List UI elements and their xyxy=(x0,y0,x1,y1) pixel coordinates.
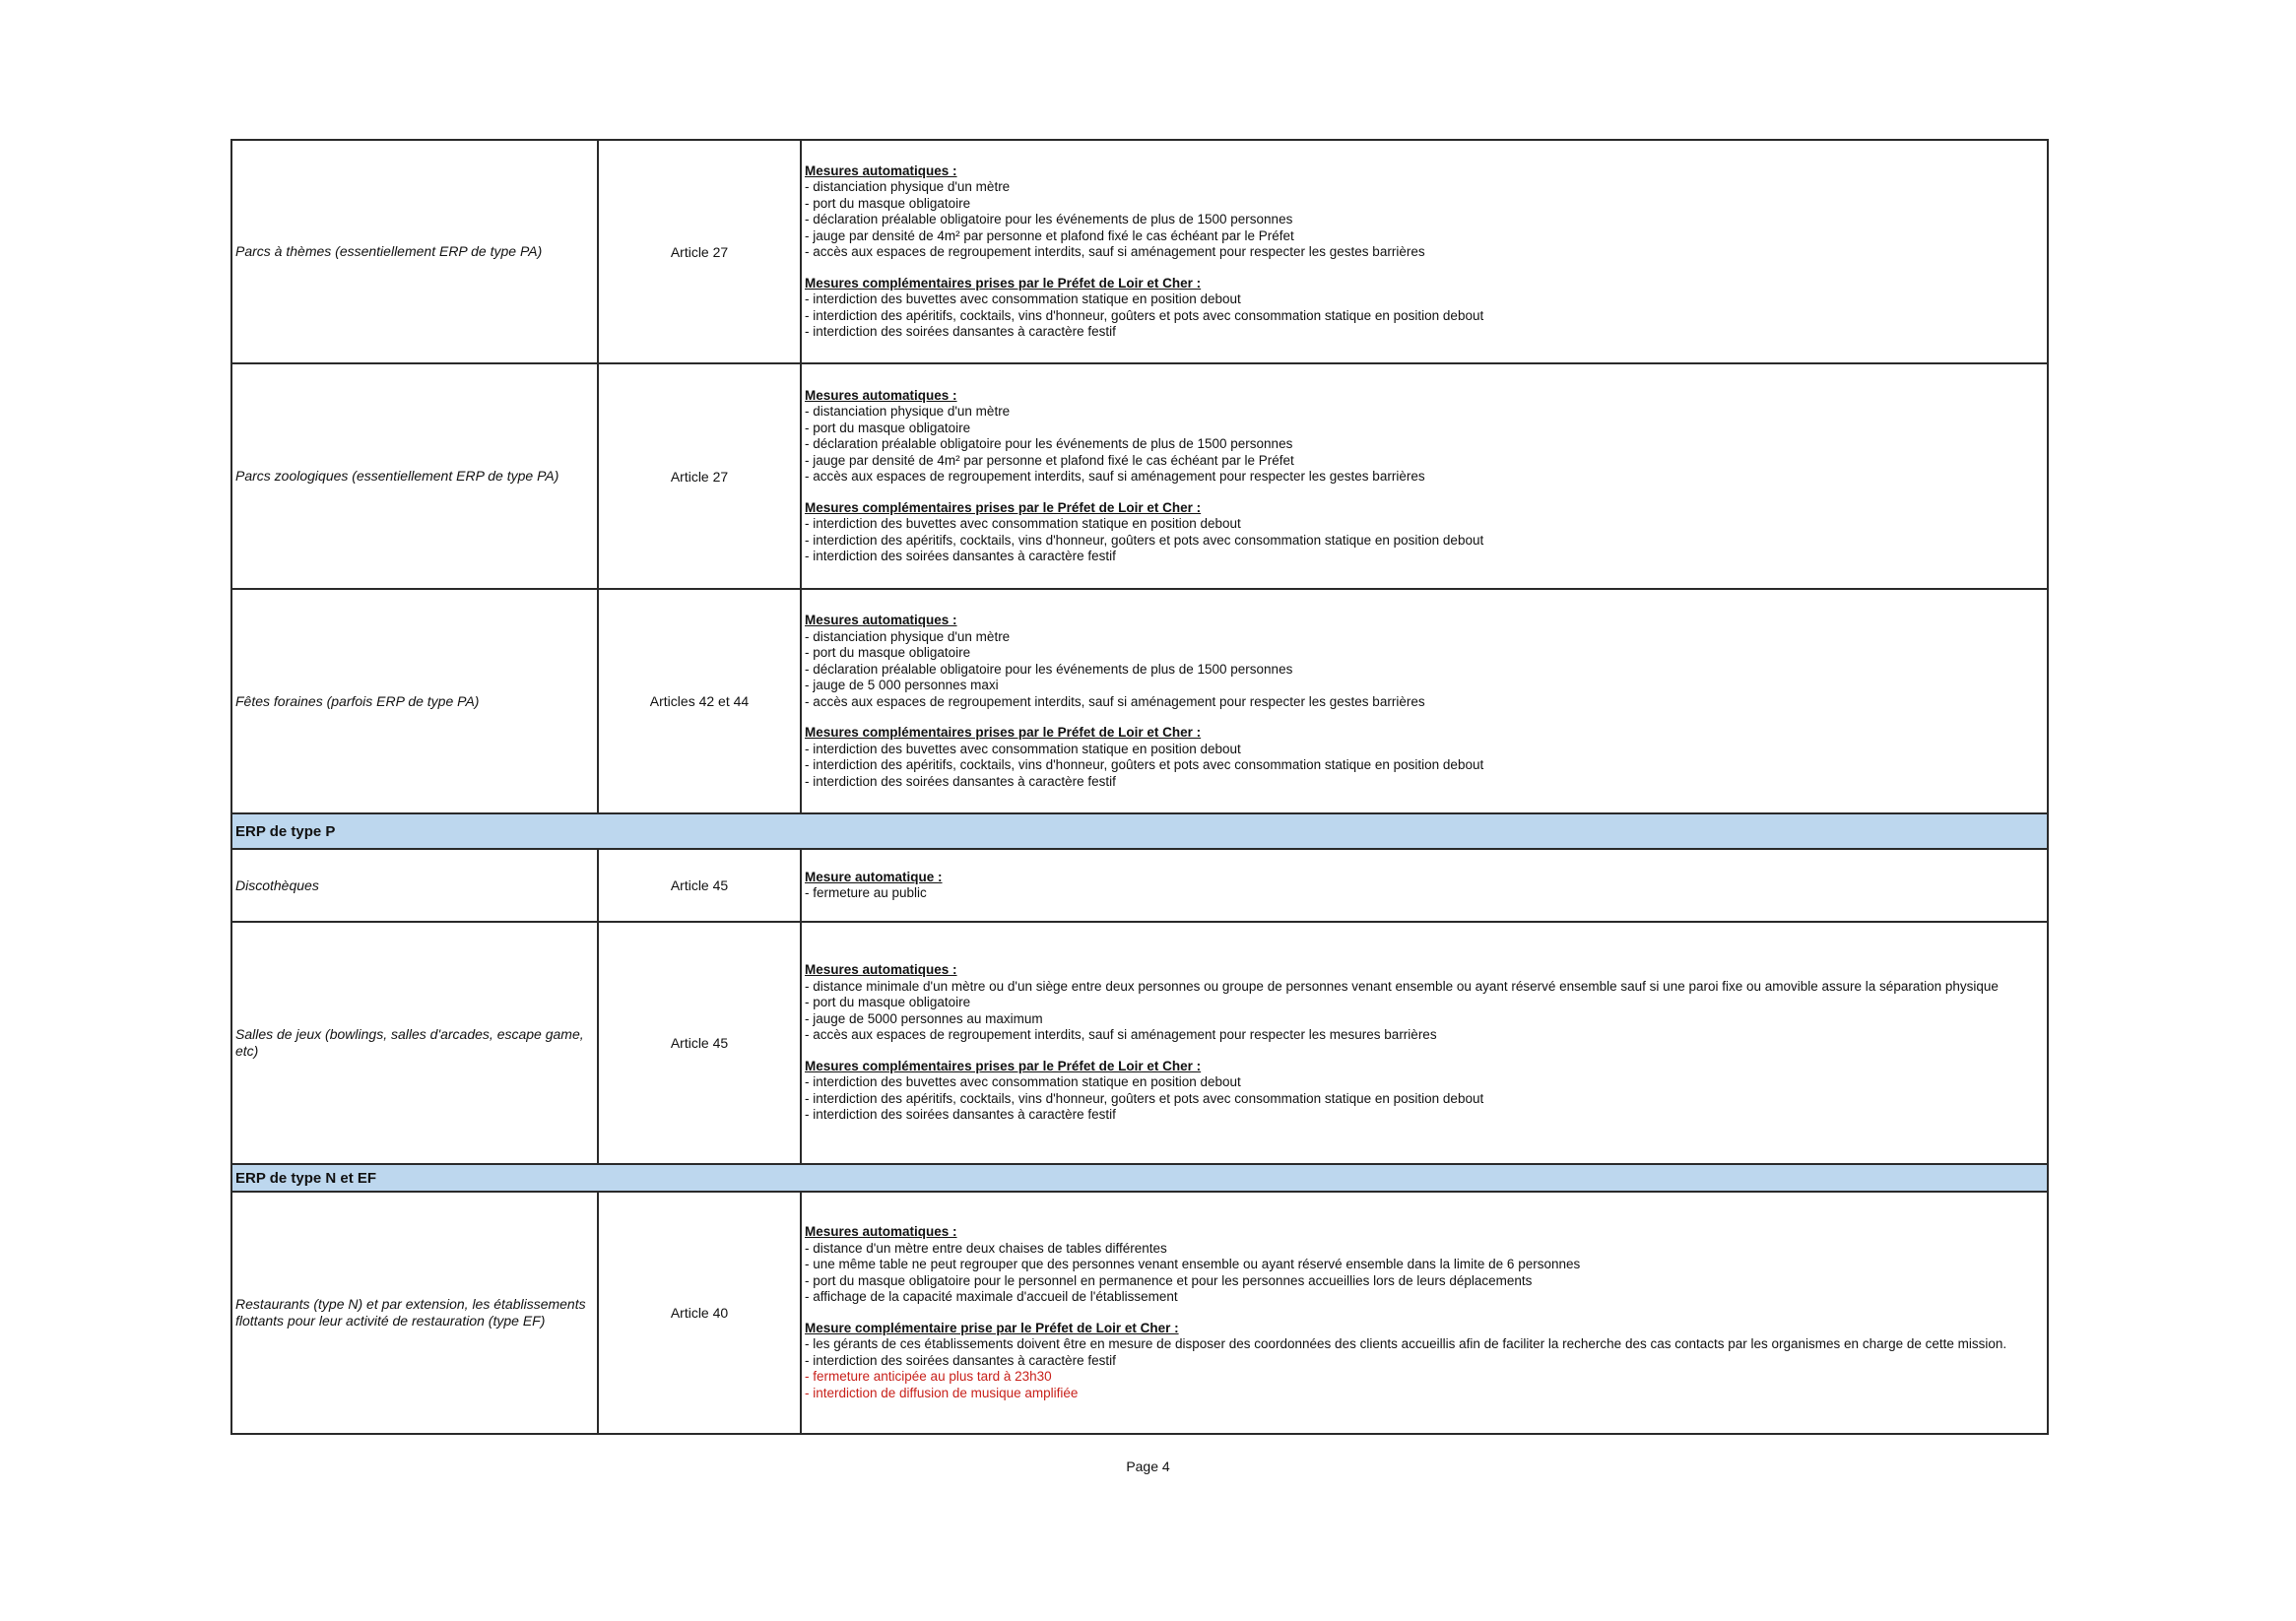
measure-item: - accès aux espaces de regroupement interdits, sauf si aménagement pour respecter les gestes barrières xyxy=(805,469,1425,484)
automatic-measures-header: Mesure automatique : xyxy=(805,869,943,884)
measure-item: - jauge de 5000 personnes au maximum xyxy=(805,1010,1043,1026)
measures-cell xyxy=(802,1193,2047,1433)
establishment-type-cell: Parcs zoologiques (essentiellement ERP de type PA) xyxy=(232,364,599,588)
table-row xyxy=(230,923,2049,1165)
measures-table xyxy=(230,139,2049,1435)
complementary-measures-header: Mesures complémentaires prises par le Préfet de Loir et Cher : xyxy=(805,275,1202,291)
measure-item: - interdiction des buvettes avec consommation statique en position debout xyxy=(805,741,1241,756)
article-cell: Articles 42 et 44 xyxy=(599,590,802,812)
measure-item: - distance d'un mètre entre deux chaises de tables différentes xyxy=(805,1240,1167,1256)
measure-item: - interdiction des apéritifs, cocktails, vins d'honneur, goûters et pots avec consommation statique en position debout xyxy=(805,532,1484,548)
automatic-measures-header: Mesures automatiques : xyxy=(805,613,957,627)
section-header xyxy=(230,1165,2049,1193)
table-row xyxy=(230,1193,2049,1435)
measure-item: - port du masque obligatoire xyxy=(805,995,971,1010)
article-cell: Article 40 xyxy=(599,1193,802,1433)
complementary-measures-header: Mesure complémentaire prise par le Préfet de Loir et Cher : xyxy=(805,1320,1179,1335)
automatic-measures-header: Mesures automatiques : xyxy=(805,387,957,403)
measure-item: - port du masque obligatoire pour le personnel en permanence et pour les personnes accueillies lors de leurs déplacements xyxy=(805,1272,1533,1288)
measure-item: - jauge par densité de 4m² par personne et plafond fixé le cas échéant par le Préfet xyxy=(805,227,1294,243)
measure-item: - accès aux espaces de regroupement interdits, sauf si aménagement pour respecter les gestes barrières xyxy=(805,244,1425,259)
measure-item: - interdiction des soirées dansantes à caractère festif xyxy=(805,324,1116,339)
measure-item: - distanciation physique d'un mètre xyxy=(805,628,1011,644)
establishment-type-cell: Restaurants (type N) et par extension, les établissements flottants pour leur activité de restauration (type EF) xyxy=(232,1193,599,1433)
complementary-measures-header: Mesures complémentaires prises par le Préfet de Loir et Cher : xyxy=(805,725,1202,740)
article-cell: Article 45 xyxy=(599,923,802,1163)
measure-item: - une même table ne peut regrouper que des personnes venant ensemble ou ayant réservé ensemble dans la limite de 6 personnes xyxy=(805,1257,1581,1271)
measure-item: - interdiction des apéritifs, cocktails, vins d'honneur, goûters et pots avec consommation statique en position debout xyxy=(805,1090,1484,1106)
automatic-measures-header: Mesures automatiques : xyxy=(805,962,957,978)
measure-item: - interdiction des buvettes avec consommation statique en position debout xyxy=(805,516,1241,531)
measure-item: - jauge par densité de 4m² par personne et plafond fixé le cas échéant par le Préfet xyxy=(805,452,1294,468)
measure-item: - port du masque obligatoire xyxy=(805,420,971,435)
table-row xyxy=(230,139,2049,364)
measure-item: - affichage de la capacité maximale d'accueil de l'établissement xyxy=(805,1289,1178,1304)
highlighted-measure-item: - fermeture anticipée au plus tard à 23h30 xyxy=(805,1369,1052,1384)
measure-item: - distance minimale d'un mètre ou d'un siège entre deux personnes ou groupe de personnes venant ensemble ou ayant réservé ensemble sauf si une paroi fixe ou amovible assure la séparation physique xyxy=(805,978,1999,994)
measure-item: - déclaration préalable obligatoire pour les événements de plus de 1500 personnes xyxy=(805,212,1293,227)
establishment-type-cell: Salles de jeux (bowlings, salles d'arcades, escape game, etc) xyxy=(232,923,599,1163)
table-row xyxy=(230,364,2049,590)
measure-item: - jauge de 5 000 personnes maxi xyxy=(805,678,999,692)
article-cell: Article 27 xyxy=(599,364,802,588)
measure-item: - port du masque obligatoire xyxy=(805,645,971,660)
automatic-measures-header: Mesures automatiques : xyxy=(805,162,957,178)
measure-item: - interdiction des buvettes avec consommation statique en position debout xyxy=(805,292,1241,306)
measure-item: - interdiction des soirées dansantes à caractère festif xyxy=(805,773,1116,789)
measure-item: - les gérants de ces établissements doivent être en mesure de disposer des coordonnées des clients accueillis afin de faciliter la recherche des cas contacts par les organismes en charge de cette mission. xyxy=(805,1336,2007,1351)
measures-cell xyxy=(802,923,2047,1163)
highlighted-measure-item: - interdiction de diffusion de musique amplifiée xyxy=(805,1385,1079,1400)
establishment-type-cell: Parcs à thèmes (essentiellement ERP de type PA) xyxy=(232,141,599,362)
measure-item: - distanciation physique d'un mètre xyxy=(805,404,1011,419)
measure-item: - interdiction des soirées dansantes à caractère festif xyxy=(805,1107,1116,1123)
table-row xyxy=(230,850,2049,923)
measure-item: - déclaration préalable obligatoire pour les événements de plus de 1500 personnes xyxy=(805,436,1293,451)
section-header xyxy=(230,814,2049,850)
measure-item: - interdiction des apéritifs, cocktails, vins d'honneur, goûters et pots avec consommation statique en position debout xyxy=(805,757,1484,772)
measure-item: - accès aux espaces de regroupement interdits, sauf si aménagement pour respecter les mesures barrières xyxy=(805,1027,1437,1043)
complementary-measures-header: Mesures complémentaires prises par le Préfet de Loir et Cher : xyxy=(805,499,1202,515)
measure-item: - interdiction des buvettes avec consommation statique en position debout xyxy=(805,1074,1241,1090)
automatic-measures-header: Mesures automatiques : xyxy=(805,1224,957,1239)
section-title: ERP de type N et EF xyxy=(235,1169,377,1187)
measures-cell xyxy=(802,364,2047,588)
measure-item: - port du masque obligatoire xyxy=(805,195,971,211)
complementary-measures-header: Mesures complémentaires prises par le Préfet de Loir et Cher : xyxy=(805,1058,1202,1073)
measures-cell xyxy=(802,141,2047,362)
establishment-type-cell: Discothèques xyxy=(232,850,599,921)
measure-item: - accès aux espaces de regroupement interdits, sauf si aménagement pour respecter les gestes barrières xyxy=(805,693,1425,709)
table-row xyxy=(230,590,2049,814)
page-number: Page 4 xyxy=(1126,1459,1170,1474)
measure-item: - interdiction des soirées dansantes à caractère festif xyxy=(805,1352,1116,1368)
measure-item: - déclaration préalable obligatoire pour les événements de plus de 1500 personnes xyxy=(805,661,1293,677)
measures-cell xyxy=(802,590,2047,812)
measure-item: - fermeture au public xyxy=(805,885,927,900)
establishment-type-cell: Fêtes foraines (parfois ERP de type PA) xyxy=(232,590,599,812)
measure-item: - interdiction des soirées dansantes à caractère festif xyxy=(805,549,1116,563)
measure-item: - distanciation physique d'un mètre xyxy=(805,179,1011,194)
section-title: ERP de type P xyxy=(235,822,336,840)
measures-cell xyxy=(802,850,2047,921)
measure-item: - interdiction des apéritifs, cocktails, vins d'honneur, goûters et pots avec consommation statique en position debout xyxy=(805,307,1484,323)
article-cell: Article 27 xyxy=(599,141,802,362)
article-cell: Article 45 xyxy=(599,850,802,921)
